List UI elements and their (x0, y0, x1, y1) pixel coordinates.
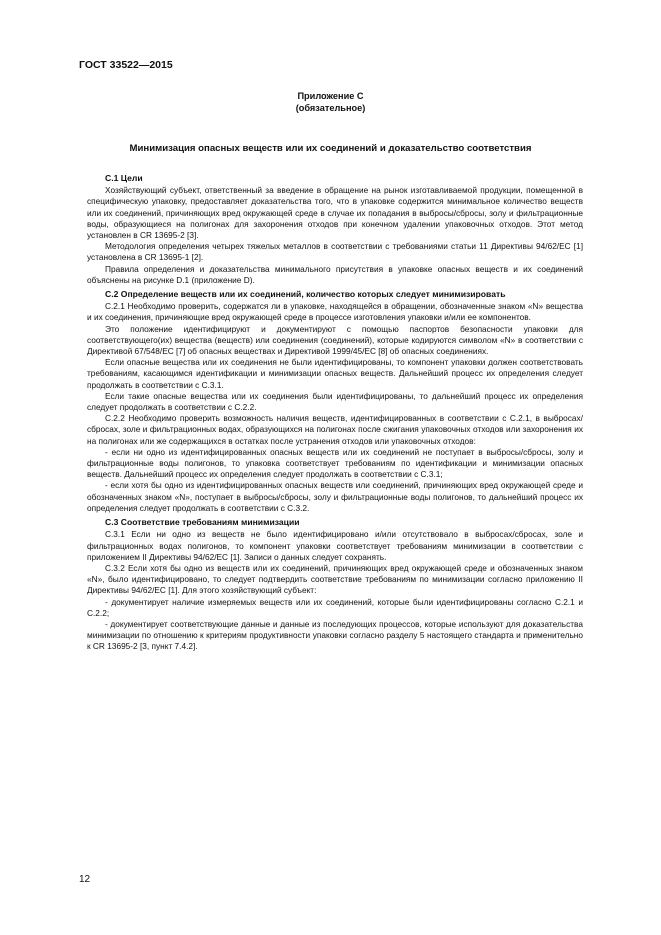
standard-code: ГОСТ 33522—2015 (79, 59, 173, 71)
page-number: 12 (79, 874, 91, 885)
appendix-status: (обязательное) (295, 103, 366, 113)
paragraph: Правила определения и доказательства минимального присутствия в упаковке опасных веществ и их соединений объяснены на рисунке D.1 (приложение D). (87, 263, 583, 285)
section-heading: С.1 Цели (105, 173, 143, 183)
document-title: Минимизация опасных веществ или их соединений и доказательство соответствия (129, 143, 532, 154)
paragraph: Если опасные вещества или их соединения не были идентифицированы, то компонент упаковки должен соответствовать требованиям, касающимся идентификации и минимизации опасных веществ. Дальнейший процесс их определения следует продолжать в соответствии с С.3.1. (87, 357, 583, 390)
appendix-heading (79, 90, 582, 114)
section-heading: С.2 Определение веществ или их соединений, количество которых следует минимизировать (105, 289, 506, 300)
section-c1 (87, 173, 583, 286)
paragraph: Методология определения четырех тяжелых металлов в соответствии с требованиями статьи 11 Директивы 94/62/ЕС [1] установлена в CR 13695-1 [2]. (87, 241, 583, 263)
section-c2 (87, 289, 583, 514)
paragraph: С.3.2 Если хотя бы одно из веществ или их соединений, причиняющих вред окружающей среде и обозначенных знаком «N», было идентифицировано, то следует подтвердить соответствие требованиям по минимизации согласно приложению II Директивы 94/62/ЕС [1]. Для этого хозяйствующий субъект: (87, 562, 583, 596)
section-c3 (87, 517, 583, 652)
list-item: - документирует наличие измеряемых веществ или их соединений, которые были идентифицированы согласно С.2.1 и С.2.2; (87, 596, 583, 618)
section-heading: С.3 Соответствие требованиям минимизации (105, 517, 300, 528)
list-item: - если хотя бы одно из идентифицированных опасных веществ или соединений, причиняющих вред окружающей среде и обозначенных знаком «N», поступает в выбросы/сбросы, золу и фильтрационные воды полигонов, то дальнейший процесс их определения следует продолжать в соответствии с С.3.2. (87, 480, 583, 513)
paragraph: С.2.2 Необходимо проверить возможность наличия веществ, идентифицированных в соответствии с С.2.1, в выбросах/сбросах, золе и фильтрационных водах, образующихся на полигонах после сжигания упаковочных отходов или захоронения их на полигонах или же содержащихся в остатках после устранения отходов или упаковочных отходов: (87, 413, 583, 446)
paragraph: Это положение идентифицируют и документируют с помощью паспортов безопасности упаковки для соответствующего(их) вещества (веществ) или соединения (соединений), которые кодируются символом «N» в соответствии с Директивой 67/548/ЕС [7] об опасных веществах и Директивой 1999/45/ЕС [8] об опасных соединениях. (87, 323, 583, 357)
paragraph: С.3.1 Если ни одно из веществ не было идентифицировано и/или отсутствовало в выбросах/сбросах, золе и фильтрационных водах полигонов, то компонент упаковки соответствует требованиям минимизации в соответствии с приложением II Директивы 94/62/ЕС [1]. Записи о данных следует сохранять. (87, 529, 583, 562)
appendix-title: Приложение С (297, 91, 364, 101)
list-item: - документирует соответствующие данные и данные из последующих процессов, которые используют для доказательства минимизации по отношению к критериям продуктивности упаковки согласно разделу 5 настоящего стандарта и применительно к CR 13695-2 [3, пункт 7.4.2]. (87, 618, 583, 652)
paragraph: С.2.1 Необходимо проверить, содержатся ли в упаковке, находящейся в обращении, обозначенные знаком «N» вещества и их соединения, причиняющие вред окружающей среде в процессе изготовления упаковки и/или ее компонентов. (87, 301, 583, 323)
document-body (87, 170, 583, 653)
paragraph: Если такие опасные вещества или их соединения были идентифицированы, то дальнейший процесс их определения следует продолжать в соответствии с С.2.2. (87, 390, 583, 413)
paragraph: Хозяйствующий субъект, ответственный за введение в обращение на рынок изготавливаемой продукции, помещенной в специфическую упаковку, предоставляет доказательства того, что в упаковке содержится минимальное количество веществ или их соединений, причиняющих вред окружающей среде в случае их попадания в выбросы/сбросы, золу и фильтрационные воды, образующиеся на полигонах для захоронения отходов при конечном удалении упаковочных отходов. Этот метод установлен в CR 13695-2 [3]. (87, 185, 583, 241)
list-item: - если ни одно из идентифицированных опасных веществ или их соединений не поступает в выбросы/сбросы, золу и фильтрационные воды полигонов, то упаковка соответствует требованиям по идентификации и минимизации опасных веществ. Дальнейший процесс их определения следует продолжать в соответствии с С.3.1; (87, 446, 583, 480)
